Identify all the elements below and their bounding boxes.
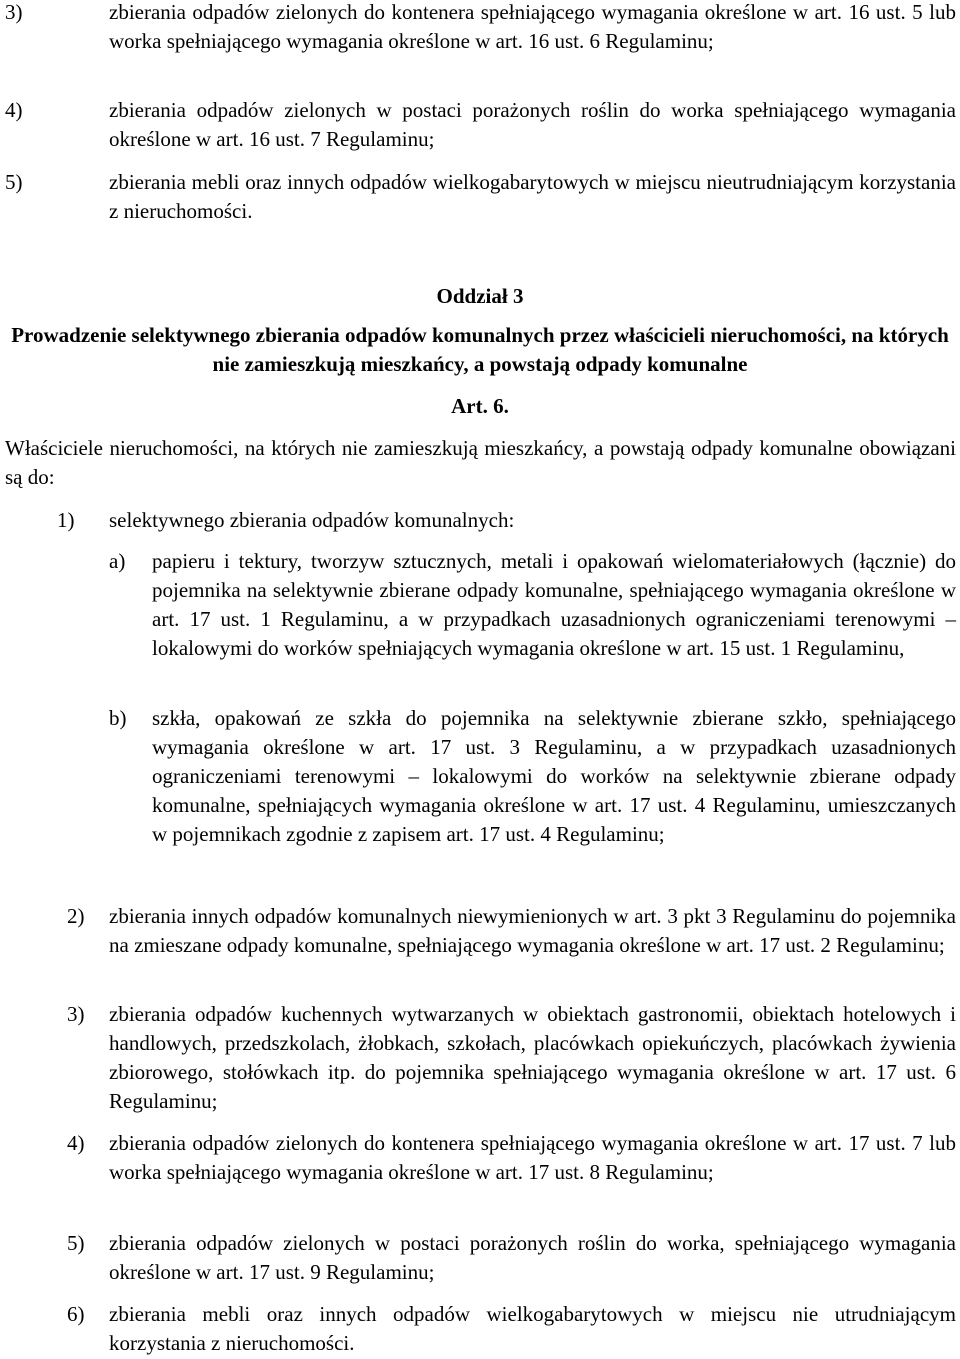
list-item-number: 6) — [67, 1302, 85, 1326]
list-item-text: selektywnego zbierania odpadów komunalnych: — [109, 508, 515, 532]
list-item-number: 4) — [67, 1131, 85, 1155]
list-item-text: zbierania odpadów zielonych w postaci porażonych roślin do worka spełniającego wymagania określone w art. 16 ust. 7 Regulaminu; — [109, 98, 956, 151]
list-item-text: zbierania innych odpadów komunalnych niewymienionych w art. 3 pkt 3 Regulaminu do pojemnika na zmieszane odpady komunalne, spełniającego wymagania określone w art. 17 ust. 2 Regulaminu; — [109, 904, 956, 957]
sub-item-text: szkła, opakowań ze szkła do pojemnika na selektywnie zbierane szkło, spełniającego wymagania określone w art. 17 ust. 3 Regulaminu, a w przypadkach uzasadnionych ograniczeniami terenowymi – lokalowymi do worków na selektywnie zbierane odpady komunalne, spełniających wymagania określone w art. 17 ust. 4 Regulaminu, umieszczanych w pojemnikach zgodnie z zapisem art. 17 ust. 4 Regulaminu; — [152, 706, 956, 846]
list-item-number: 5) — [67, 1231, 85, 1255]
sub-item-text: papieru i tektury, tworzyw sztucznych, metali i opakowań wielomateriałowych (łącznie) do pojemnika na selektywnie zbierane odpady komunalne, spełniającego wymagania określone w art. 17 ust. 1 Regulaminu, a w przypadkach uzasadnionych ograniczeniami terenowymi – lokalowymi do worków spełniających wymagania określone w art. 15 ust. 1 Regulaminu, — [152, 549, 956, 660]
list-item-number: 3) — [5, 0, 23, 24]
list-item-text: zbierania odpadów kuchennych wytwarzanych w obiektach gastronomii, obiektach hotelowych i handlowych, przedszkolach, żłobkach, szkołach, placówkach opiekuńczych, placówkach żywienia zbiorowego, stołówkach itp. do pojemnika spełniającego wymagania określone w art. 17 ust. 6 Regulaminu; — [109, 1002, 956, 1113]
list-item-text: zbierania odpadów zielonych do kontenera spełniającego wymagania określone w art. 17 ust. 7 lub worka spełniającego wymagania określone w art. 17 ust. 8 Regulaminu; — [109, 1131, 956, 1184]
article-number: Art. 6. — [451, 394, 509, 418]
list-item-number: 2) — [67, 904, 85, 928]
list-item-number: 5) — [5, 170, 23, 194]
list-item-text: zbierania odpadów zielonych do kontenera spełniającego wymagania określone w art. 16 ust. 5 lub worka spełniającego wymagania określone w art. 16 ust. 6 Regulaminu; — [109, 0, 956, 53]
list-item-text: zbierania odpadów zielonych w postaci porażonych roślin do worka, spełniającego wymagania określone w art. 17 ust. 9 Regulaminu; — [109, 1231, 956, 1284]
intro-paragraph: Właściciele nieruchomości, na których nie zamieszkują mieszkańcy, a powstają odpady komunalne obowiązani są do: — [5, 436, 956, 489]
list-item-number: 4) — [5, 98, 23, 122]
sub-item-letter: a) — [109, 549, 126, 573]
list-item-number: 1) — [57, 508, 75, 532]
sub-item-letter: b) — [109, 706, 127, 730]
list-item-text: zbierania mebli oraz innych odpadów wielkogabarytowych w miejscu nie utrudniającym korzystania z nieruchomości. — [109, 1302, 956, 1355]
section-title: Prowadzenie selektywnego zbierania odpadów komunalnych przez właścicieli nieruchomości, na których nie zamieszkują mieszkańcy, a powstają odpady komunalne — [11, 323, 949, 376]
list-item-number: 3) — [67, 1002, 85, 1026]
list-item-text: zbierania mebli oraz innych odpadów wielkogabarytowych w miejscu nieutrudniającym korzystania z nieruchomości. — [109, 170, 956, 223]
section-heading: Oddział 3 — [436, 284, 524, 308]
